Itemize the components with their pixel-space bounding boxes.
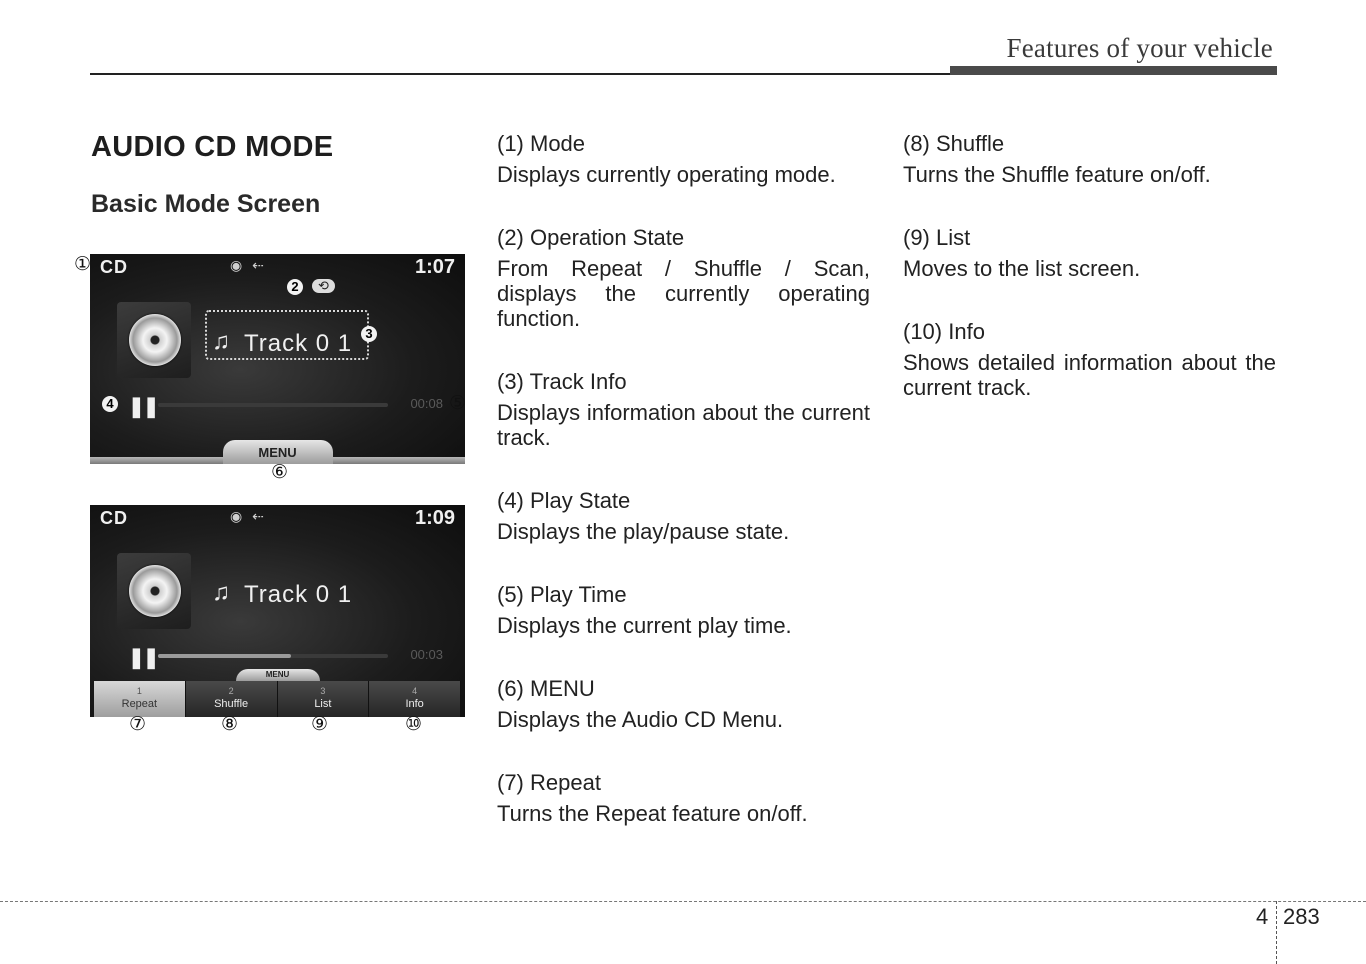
- disc-usb-icon: ◉ ⇠: [230, 257, 267, 273]
- item-track-info: [497, 369, 870, 450]
- disc-usb-icon: ◉ ⇠: [230, 508, 267, 524]
- item-operation-state: [497, 225, 870, 331]
- header-rule: [90, 73, 950, 75]
- description-column-1: [497, 131, 870, 864]
- progress-fill: [158, 654, 291, 658]
- music-note-icon: ♫: [212, 579, 230, 606]
- clock: 1:09: [414, 507, 455, 529]
- running-header: Features of your vehicle: [1006, 33, 1273, 63]
- description-column-2: [903, 131, 1276, 438]
- footer-separator: [1276, 901, 1277, 964]
- item-body: Displays the Audio CD Menu.: [497, 707, 784, 732]
- cd-disc-icon: [129, 314, 181, 366]
- item-menu: [497, 676, 870, 732]
- item-body: Shows detailed information about the current track.: [903, 350, 1276, 400]
- item-play-time: [497, 582, 870, 638]
- page-number: 283: [1283, 904, 1320, 929]
- softkey-number: 3: [320, 686, 326, 696]
- item-body: Turns the Shuffle feature on/off.: [903, 162, 1211, 187]
- callout-1: ①: [74, 254, 92, 275]
- item-body: Displays currently operating mode.: [497, 162, 836, 187]
- basic-mode-screen: [90, 254, 465, 464]
- item-repeat: [497, 770, 870, 826]
- item-body: Displays information about the current track.: [497, 400, 870, 450]
- softkey-label: Shuffle: [214, 698, 249, 710]
- subsection-title: Basic Mode Screen: [91, 190, 321, 218]
- progress-bar[interactable]: [158, 403, 388, 407]
- callout-5: ⑤: [449, 393, 467, 414]
- chapter-number: 4: [1256, 904, 1269, 929]
- pause-icon[interactable]: ❚❚: [128, 647, 158, 669]
- item-body: Moves to the list screen.: [903, 256, 1141, 281]
- item-list: [903, 225, 1276, 281]
- callout-4: 4: [102, 396, 118, 412]
- clock: 1:07: [414, 256, 455, 278]
- repeat-softkey[interactable]: [94, 681, 186, 717]
- play-time: 00:08: [410, 396, 443, 411]
- item-heading: (2) Operation State: [497, 225, 685, 250]
- menu-mode-screen: [90, 505, 465, 717]
- item-body: From Repeat / Shuffle / Scan, displays the currently operating function.: [497, 256, 870, 331]
- callout-7: ⑦: [129, 714, 147, 735]
- cd-disc-icon: [129, 565, 181, 617]
- repeat-state-icon: ⟲: [312, 279, 335, 293]
- menu-button[interactable]: MENU: [223, 440, 333, 464]
- album-art: [117, 302, 191, 378]
- item-shuffle: [903, 131, 1276, 187]
- item-play-state: [497, 488, 870, 544]
- softkey-label: Repeat: [121, 698, 158, 710]
- item-heading: (10) Info: [903, 319, 985, 344]
- softkey-label: Info: [405, 698, 424, 710]
- softkey-number: 1: [136, 686, 142, 696]
- callout-2: 2: [287, 279, 303, 295]
- item-body: Turns the Repeat feature on/off.: [497, 801, 808, 826]
- mode-label: CD: [100, 508, 128, 528]
- softkey-label: List: [314, 698, 332, 710]
- softkey-number: 2: [228, 686, 234, 696]
- music-note-icon: ♫: [212, 328, 230, 355]
- mode-label: CD: [100, 257, 128, 277]
- menu-button[interactable]: MENU: [236, 669, 320, 681]
- item-heading: (8) Shuffle: [903, 131, 1005, 156]
- callout-8: ⑧: [221, 714, 239, 735]
- progress-bar[interactable]: [158, 654, 388, 658]
- callout-6: ⑥: [271, 462, 289, 483]
- item-heading: (4) Play State: [497, 488, 631, 513]
- callout-10: ⑩: [405, 714, 423, 735]
- item-mode: [497, 131, 870, 187]
- callout-3: 3: [361, 326, 377, 342]
- item-heading: (1) Mode: [497, 131, 586, 156]
- item-body: Displays the play/pause state.: [497, 519, 790, 544]
- track-name: Track 0 1: [244, 330, 353, 357]
- item-heading: (3) Track Info: [497, 369, 627, 394]
- track-name: Track 0 1: [244, 581, 353, 608]
- shuffle-softkey[interactable]: [186, 681, 278, 717]
- item-heading: (9) List: [903, 225, 971, 250]
- item-body: Displays the current play time.: [497, 613, 792, 638]
- list-softkey[interactable]: [278, 681, 370, 717]
- item-heading: (6) MENU: [497, 676, 595, 701]
- play-time: 00:03: [410, 647, 443, 662]
- footer-rule: [0, 901, 1366, 902]
- item-heading: (5) Play Time: [497, 582, 627, 607]
- callout-9: ⑨: [311, 714, 329, 735]
- softkey-number: 4: [412, 686, 418, 696]
- info-softkey[interactable]: [369, 681, 461, 717]
- item-info: [903, 319, 1276, 400]
- album-art: [117, 553, 191, 629]
- softkey-bar: [94, 681, 461, 717]
- header-bar: [950, 66, 1277, 75]
- section-title: AUDIO CD MODE: [91, 131, 334, 163]
- pause-icon[interactable]: ❚❚: [128, 396, 158, 418]
- item-heading: (7) Repeat: [497, 770, 601, 795]
